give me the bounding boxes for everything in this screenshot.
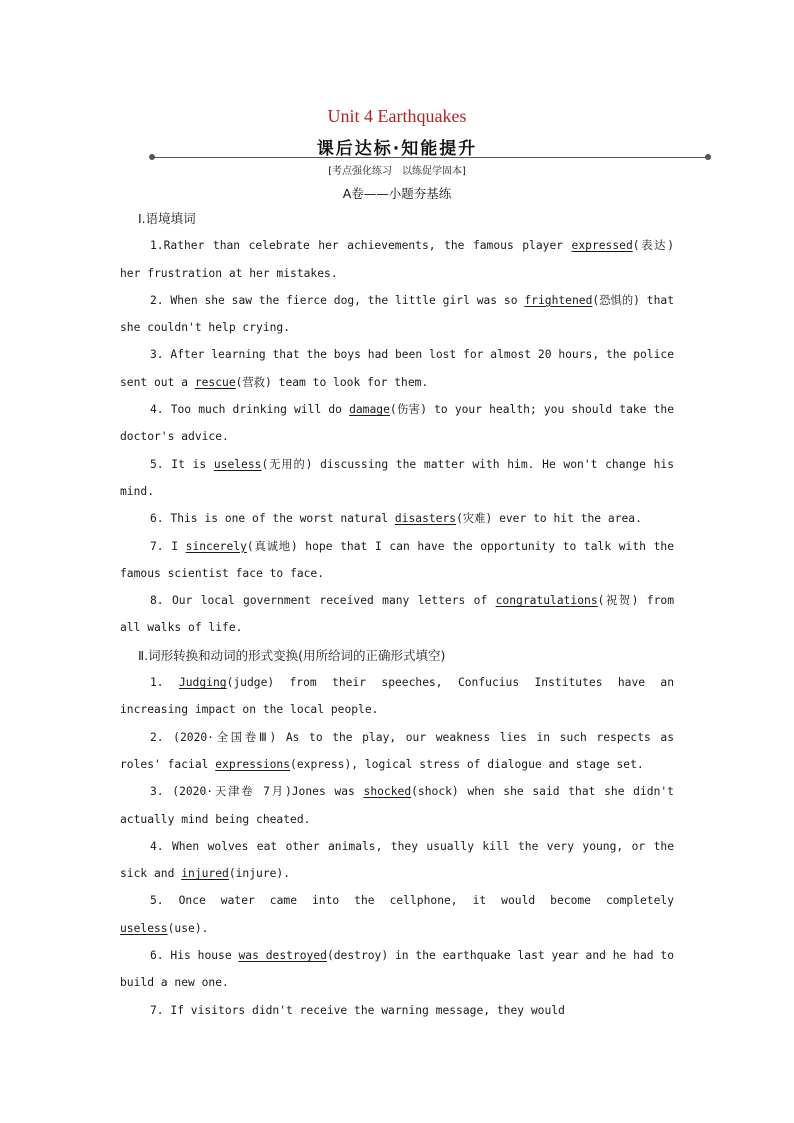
- answer-blank: injured: [181, 867, 229, 881]
- answer-blank: useless: [213, 457, 262, 471]
- item-text-before: 1.Rather than celebrate her achievements, the famous player: [150, 239, 572, 253]
- item-text-before: 3. (2020·天津卷 7月)Jones was: [150, 785, 364, 799]
- exercise-item: [120, 778, 674, 833]
- item-text-before: 2. (2020·全国卷Ⅲ) As to the play, our weakness lies in such respects as roles' facial: [120, 730, 674, 771]
- item-text-after: (express), logical stress of dialogue and stage set.: [290, 757, 644, 771]
- exercise-body: [120, 205, 674, 1024]
- answer-blank: useless: [120, 921, 168, 935]
- section-a-heading: A卷——小题夯基练: [342, 186, 452, 201]
- exercise-item: [120, 669, 674, 724]
- item-text-after: (灾难) ever to hit the area.: [456, 512, 642, 526]
- item-text-after: (恐惧的) that she couldn't help crying.: [120, 293, 674, 335]
- exercise-item: [120, 724, 674, 779]
- exercise-item: [120, 997, 674, 1024]
- answer-blank: frightened: [524, 293, 593, 307]
- item-text-before: 4. When wolves eat other animals, they usually kill the very young, or the sick and: [120, 839, 674, 881]
- item-text-before: 8. Our local government received many letters of: [150, 594, 496, 608]
- answer-blank: expressed: [571, 239, 633, 253]
- exercise-item: [120, 833, 674, 888]
- item-text-after: (营救) team to look for them.: [235, 375, 429, 389]
- item-text-before: 5. It is: [150, 457, 214, 471]
- item-text-after: (injure).: [228, 867, 291, 881]
- answer-blank: rescue: [194, 375, 236, 389]
- answer-blank: sincerely: [185, 539, 247, 553]
- item-text-after: (use).: [167, 921, 209, 935]
- answer-blank: disasters: [394, 512, 457, 526]
- answer-blank: shocked: [363, 785, 412, 799]
- answer-blank: damage: [349, 403, 390, 417]
- exercise-item: [120, 942, 674, 997]
- exercise-item: [120, 505, 674, 532]
- unit-title: Unit 4 Earthquakes: [327, 106, 467, 126]
- item-text-after: (judge) from their speeches, Confucius Institutes have an increasing impact on the local people.: [120, 676, 674, 717]
- tagline: [考点强化练习 以练促学固本]: [328, 166, 466, 177]
- exercise-item: [120, 587, 674, 642]
- answer-blank: Judging: [178, 676, 227, 690]
- exercise-item: [120, 232, 674, 287]
- item-text-before: 6. His house: [150, 949, 239, 963]
- exercise-item: [120, 396, 674, 451]
- exercise-item: [120, 533, 674, 588]
- item-text-before: 3. After learning that the boys had been lost for almost 20 hours, the police sent out a: [120, 348, 674, 389]
- part2-heading: Ⅱ.词形转换和动词的形式变换(用所给词的正确形式填空): [138, 647, 446, 663]
- item-text-before: 1.: [150, 676, 179, 690]
- answer-blank: was destroyed: [238, 949, 327, 963]
- item-text-after: (无用的) discussing the matter with him. He won't change his mind.: [120, 457, 674, 498]
- part1-heading: Ⅰ.语境填词: [138, 211, 196, 226]
- item-text-before: 5. Once water came into the cellphone, it would become completely: [150, 894, 674, 908]
- item-text-after: (祝贺) from all walks of life.: [120, 594, 675, 635]
- item-text-after: (destroy) in the earthquake last year and he had to build a new one.: [120, 949, 674, 990]
- item-text-after: (shock) when she said that she didn't actually mind being cheated.: [120, 785, 674, 826]
- exercise-item: [120, 287, 674, 342]
- exercise-item: [120, 887, 674, 942]
- rule-right-dot: [705, 154, 711, 160]
- part1-list: [120, 232, 674, 641]
- item-text-before: 7. If visitors didn't receive the warning message, they would: [150, 1003, 565, 1017]
- title-divider: [152, 157, 710, 158]
- item-text-after: (表达) her frustration at her mistakes.: [120, 239, 675, 280]
- section-subtitle: 课后达标·知能提升: [316, 139, 478, 159]
- item-text-after: (伤害) to your health; you should take the doctor's advice.: [120, 403, 674, 444]
- answer-blank: expressions: [215, 757, 291, 771]
- part2-list: [120, 669, 674, 1024]
- item-text-before: 4. Too much drinking will do: [150, 403, 350, 417]
- item-text-before: 2. When she saw the fierce dog, the little girl was so: [150, 293, 525, 307]
- item-text-after: (真诚地) hope that I can have the opportunity to talk with the famous scientist face to face.: [120, 539, 674, 580]
- exercise-item: [120, 451, 674, 506]
- exercise-item: [120, 341, 674, 396]
- item-text-before: 6. This is one of the worst natural: [150, 512, 395, 526]
- answer-blank: congratulations: [495, 594, 598, 608]
- item-text-before: 7. I: [150, 539, 186, 553]
